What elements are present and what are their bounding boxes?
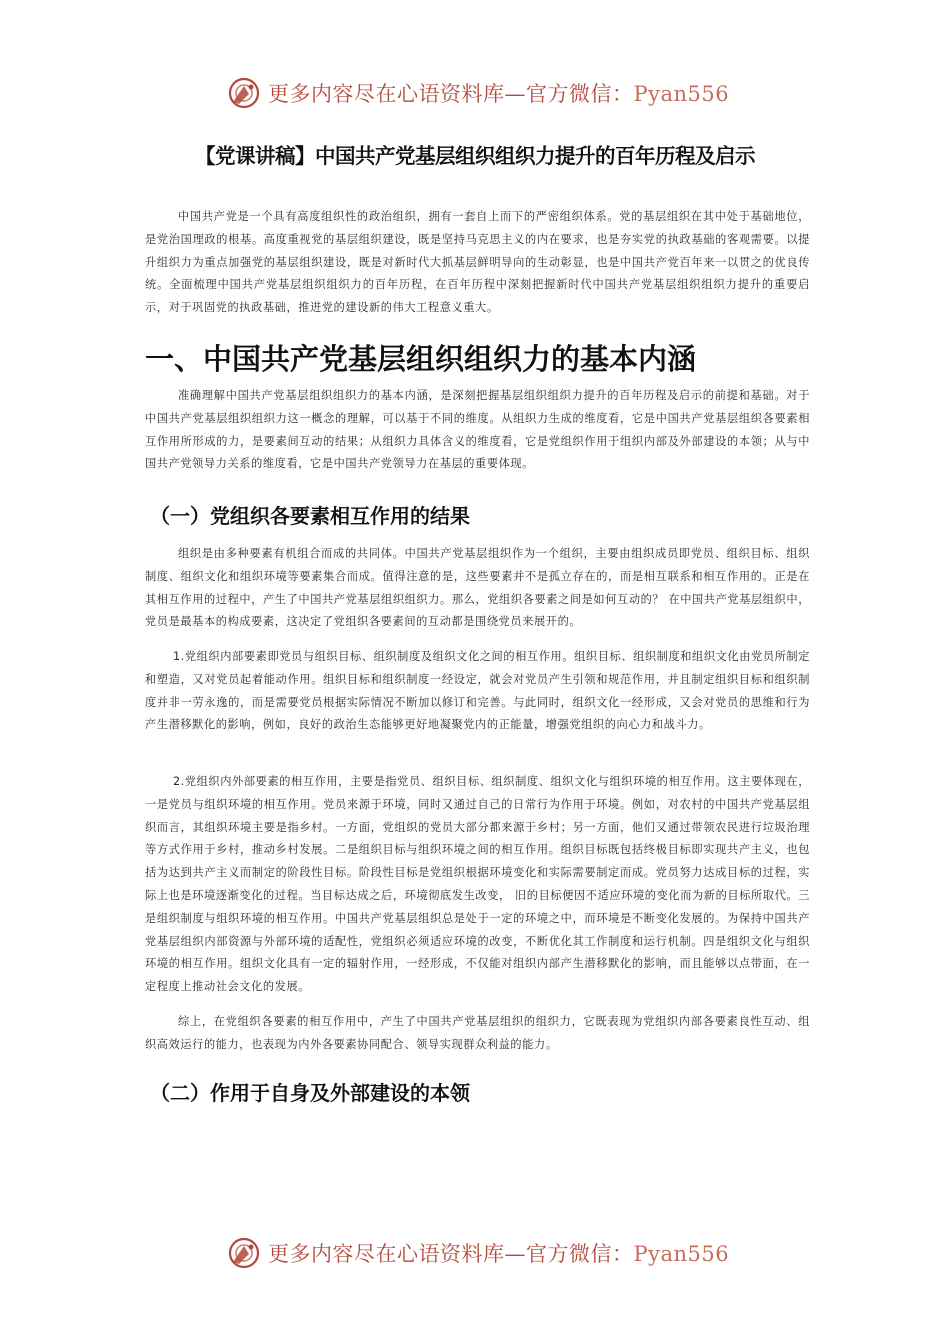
section-heading-1: 一、中国共产党基层组织组织力的基本内涵 bbox=[145, 342, 697, 376]
intro-paragraph: 中国共产党是一个具有高度组织性的政治组织，拥有一套自上而下的严密组织体系。党的基层组织在其中处于基础地位，是党治国理政的根基。高度重视党的基层组织建设，既是坚持马克思主义的内在要求，也是夯实党的执政基础的客观需要。以提升组织力为重点加强党的基层组织建设，既是对新时代大抓基层鲜明导向的生动彰显，也是中国共产党百年来一以贯之的优良传统。全面梳理中国共产党基层组织组织力的百年历程，在百年历程中深刻把握新时代中国共产党基层组织组织力提升的重要启示，对于巩固党的执政基础，推进党的建设新的伟大工程意义重大。 bbox=[145, 210, 810, 315]
subsection1-paragraph-4: 综上，在党组织各要素的相互作用中，产生了中国共产党基层组织的组织力，它既表现为党组织内部各要素良性互动、组织高效运行的能力，也表现为内外各要素协同配合、领导实现群众利益的能力。 bbox=[145, 1015, 810, 1051]
seal-logo-icon bbox=[227, 1236, 261, 1270]
subsection-heading-2: （二）作用于自身及外部建设的本领 bbox=[150, 1081, 470, 1105]
document-title: 【党课讲稿】中国共产党基层组织组织力提升的百年历程及启示 bbox=[195, 144, 755, 168]
seal-logo-icon bbox=[227, 76, 261, 110]
banner-text: 更多内容尽在心语资料库—官方微信：Pyan556 bbox=[268, 82, 730, 106]
banner-text: 更多内容尽在心语资料库—官方微信：Pyan556 bbox=[268, 1242, 730, 1266]
subsection1-paragraph-2: 1.党组织内部要素即党员与组织目标、组织制度及组织文化之间的相互作用。组织目标、组织制度和组织文化由党员所制定和塑造，又对党员起着能动作用。组织目标和组织制度一经设定，就会对党员产生引领和规范作用，并且制定组织目标和组织制度并非一劳永逸的，而是需要党员根据实际情况不断加以修订和完善。与此同时，组织文化一经形成，又会对党员的思维和行为产生潜移默化的影响，例如，良好的政治生态能够更好地凝聚党内的正能量，增强党组织的向心力和战斗力。 bbox=[145, 650, 810, 732]
section1-paragraph: 准确理解中国共产党基层组织组织力的基本内涵，是深刻把握基层组织组织力提升的百年历程及启示的前提和基础。对于中国共产党基层组织组织力这一概念的理解，可以基于不同的维度。从组织力生成的维度看，它是中国共产党基层组织各要素相互作用所形成的力，是要素间互动的结果；从组织力具体含义的维度看，它是党组织作用于组织内部及外部建设的本领；从与中国共产党领导力关系的维度看，它是中国共产党领导力在基层的重要体现。 bbox=[145, 389, 810, 471]
subsection1-paragraph-3: 2.党组织内外部要素的相互作用，主要是指党员、组织目标、组织制度、组织文化与组织环境的相互作用。这主要体现在，一是党员与组织环境的相互作用。党员来源于环境，同时又通过自己的日常行为作用于环境。例如，对农村的中国共产党基层组织而言，其组织环境主要是指乡村。一方面，党组织的党员大部分都来源于乡村；另一方面，他们又通过带领农民进行垃圾治理等方式作用于乡村，推动乡村发展。二是组织目标与组织环境之间的相互作用。组织目标既包括终极目标即实现共产主义，也包括为达到共产主义而制定的阶段性目标。阶段性目标是党组织根据环境变化和实际需要制定而成。党员努力达成目标的过程，实际上也是环境逐渐变化的过程。当目标达成之后，环境彻底发生改变， 旧的目标便因不适应环境的变化而为新的目标所取代。三是组织制度与组织环境的相互作用。中国共产党基层组织总是处于一定的环境之中，而环境是不断变化发展的。为保持中国共产党基层组织内部资源与外部环境的适配性，党组织必须适应环境的改变，不断优化其工作制度和运行机制。四是组织文化与组织环境的相互作用。组织文化具有一定的辐射作用，一经形成，不仅能对组织内部产生潜移默化的影响，而且能够以点带面，在一定程度上推动社会文化的发展。 bbox=[145, 775, 810, 994]
subsection1-paragraph-1: 组织是由多种要素有机组合而成的共同体。中国共产党基层组织作为一个组织，主要由组织成员即党员、组织目标、组织制度、组织文化和组织环境等要素集合而成。值得注意的是，这些要素并不是孤立存在的，而是相互联系和相互作用的。正是在其相互作用的过程中，产生了中国共产党基层组织组织力。那么，党组织各要素之间是如何互动的？ 在中国共产党基层组织中，党员是最基本的构成要素，这决定了党组织各要素间的互动都是围绕党员来展开的。 bbox=[145, 547, 810, 629]
footer-watermark-banner bbox=[0, 1232, 950, 1272]
wechat-id: Pyan556 bbox=[633, 82, 730, 106]
wechat-id: Pyan556 bbox=[633, 1242, 730, 1266]
header-watermark-banner bbox=[0, 72, 950, 112]
subsection-heading-1: （一）党组织各要素相互作用的结果 bbox=[150, 504, 470, 528]
